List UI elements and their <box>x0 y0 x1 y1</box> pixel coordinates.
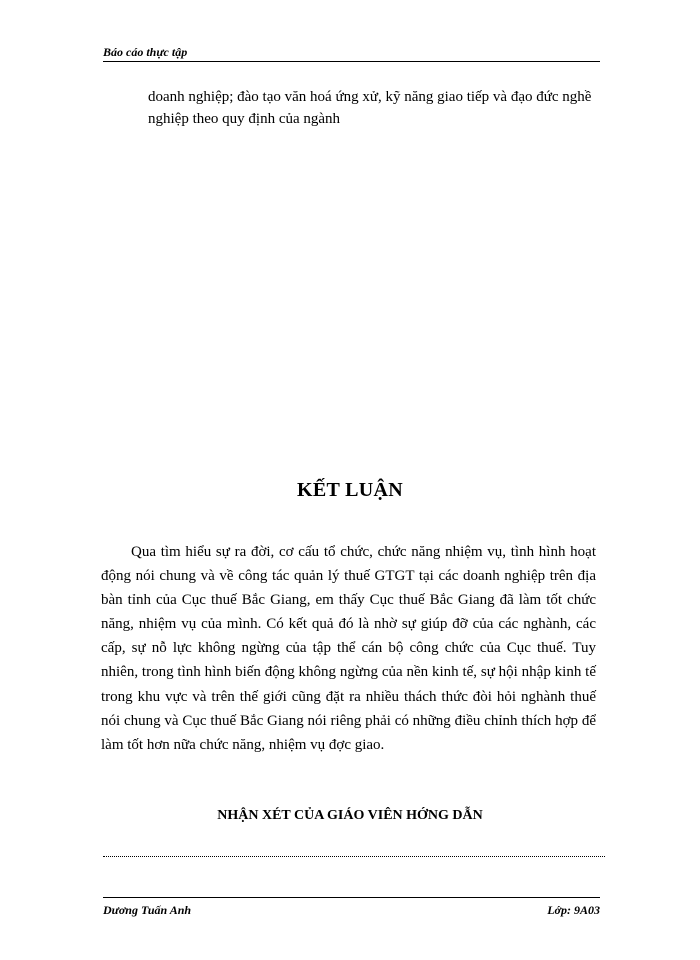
review-dotted-line <box>103 856 605 857</box>
conclusion-title: KẾT LUẬN <box>297 479 403 501</box>
advisor-review-heading: NHẬN XÉT CỦA GIÁO VIÊN HỚNG DẪN <box>217 808 483 823</box>
conclusion-paragraph: Qua tìm hiểu sự ra đời, cơ cấu tổ chức, chức năng nhiệm vụ, tình hình hoạt động nói chung và về công tác quản lý thuế GTGT tại các doanh nghiệp trên địa bàn tỉnh của Cục thuế Bắc Giang, em thấy Cục thuế Bắc Giang đã làm tốt chức năng, nhiệm vụ của mình. Có kết quả đó là nhờ sự giúp đỡ của các nghành, các cấp, sự nỗ lực không ngừng của tập thể cán bộ công chức của Cục thuế. Tuy nhiên, trong tình hình biến động không ngừng của nền kinh tế, sự hội nhập kinh tế trong khu vực và trên thế giới cũng đặt ra nhiều thách thức đòi hỏi nghành thuế nói chung và Cục thuế Bắc Giang nói riêng phải có những điều chỉnh thích hợp để làm tốt hơn nữa chức năng, nhiệm vụ đợc giao. <box>101 544 596 753</box>
conclusion-body <box>101 540 596 757</box>
intro-paragraph <box>148 86 608 130</box>
footer-author: Dương Tuấn Anh <box>103 903 192 917</box>
header-divider <box>103 61 600 62</box>
page-header-title: Báo cáo thực tập <box>103 45 188 59</box>
intro-text: doanh nghiệp; đào tạo văn hoá ứng xử, kỹ năng giao tiếp và đạo đức nghề nghiệp theo quy định của ngành <box>148 89 592 127</box>
footer-class: Lớp: 9A03 <box>547 903 600 917</box>
footer-divider <box>103 897 600 898</box>
